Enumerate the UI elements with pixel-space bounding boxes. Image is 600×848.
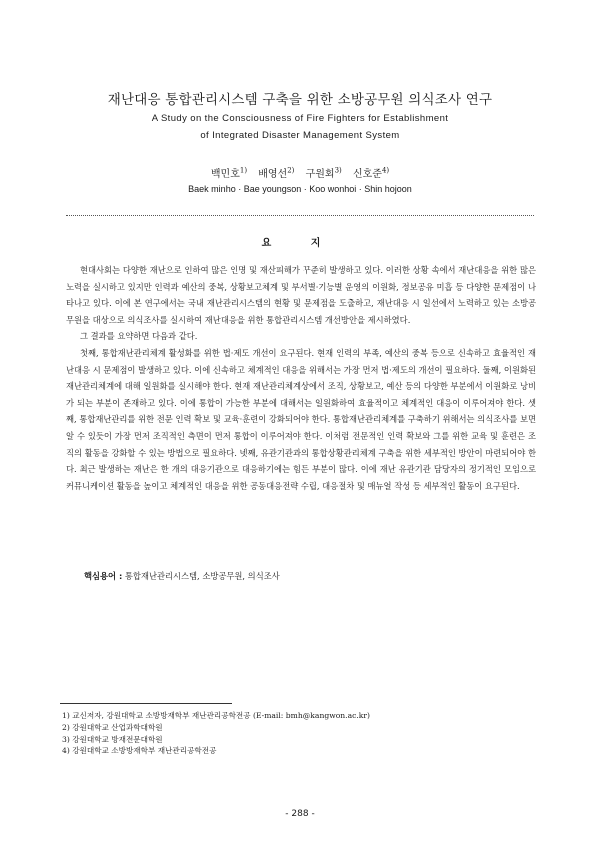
author-1: 백민호$^{1)}$: [210, 166, 248, 180]
keywords: [84, 570, 280, 582]
keywords-value: 통합재난관리시스템, 소방공무원, 의식조사: [124, 571, 280, 581]
authors-english: Baek minho · Bae youngson · Koo wonhoi · Shin hojoon: [188, 184, 412, 194]
footnote-3: 3) 강원대학교 방재전문대학원: [62, 734, 163, 744]
abstract-paragraph: 현대사회는 다양한 재난으로 인하여 많은 인명 및 재산피해가 꾸준히 발생하고 있다. 이러한 상황 속에서 재난대응을 위한 많은 노력을 실시하고 있지만 인력과 예산의 중복, 상황보고체계 및 부서별·기능별 운영의 이원화, 정보공유 미흡 등 다양한 문제점이 나타나고 있다. 이에 본 연구에서는 국내 재난관리시스템의 현황 및 문제점을 도출하고, 재난대응 시 일선에서 노력하고 있는 소방공무원을 대상으로 의식조사를 실시하여 재난대응을 위한 통합관리시스템 개선방안을 제시하였다.: [66, 265, 536, 325]
abstract-paragraph: 그 결과를 요약하면 다음과 같다.: [80, 331, 198, 342]
footnote-4: 4) 강원대학교 소방방재학부 재난관리공학전공: [62, 746, 217, 756]
abstract-body: [66, 262, 536, 494]
author-4: 신호준$^{4)}$: [352, 166, 390, 180]
paper-title-english: [40, 110, 560, 144]
keywords-label: 핵심용어 :: [84, 571, 123, 581]
abstract-paragraph: 첫째, 통합재난관리체계 활성화를 위한 법·제도 개선이 요구된다. 현재 인력의 부족, 예산의 중복 등으로 신속하고 효율적인 재난대응 시 문제점이 발생하고 있다. 이에 신속하고 체계적인 대응을 위해서는 가장 먼저 법·제도의 개선이 필요하다. 둘째, 이원화된 재난관리체계에 대해 일원화를 실시해야 한다. 현재 재난관리체계상에서 조직, 상황보고, 예산 등의 다양한 부분에서 이원화로 낭비가 되는 부분이 존재하고 있다. 이에 통합이 가능한 부분에 대해서는 일원화하여 효율적이고 체계적인 대응이 이루어져야 한다. 셋째, 통합재난관리를 위한 전문 인력 확보 및 교육·훈련이 강화되어야 한다. 통합재난관리체계를 구축하기 위해서는 의식조사를 보면 알 수 있듯이 가장 먼저 조직적인 측면이 먼저 통합이 이루어져야 한다. 이처럼 전문적인 인력 확보와 그를 위한 교육 및 훈련은 조직의 활동을 강화할 수 있는 방법으로 필요하다. 넷째, 유관기관과의 통합상황관리체계 구축을 위한 세부적인 방안이 마련되어야 한다. 최근 발생하는 재난은 한 개의 대응기관으로 대응하기에는 힘든 부분이 많다. 이에 재난 유관기관 담당자의 정기적인 모임으로 커뮤니케이션 활동을 높이고 체계적인 대응을 위한 공동대응전략 수립, 대응절차 및 매뉴얼 작성 등 세부적인 활동이 요구된다.: [66, 347, 536, 491]
footnote-1: 1) 교신저자, 강원대학교 소방방재학부 재난관리공학전공 (E-mail: bmh@kangwon.ac.kr): [62, 711, 370, 720]
author-2: 배영선$^{2)}$: [258, 166, 295, 180]
page-number: - 288 -: [285, 809, 315, 819]
section-divider: [66, 215, 534, 216]
authors-korean: [40, 165, 560, 180]
footnote-rule: [60, 703, 232, 704]
abstract-heading: 요 지: [261, 238, 339, 249]
footnotes: [62, 710, 370, 757]
author-3: 구원회$^{3)}$: [305, 166, 342, 180]
paper-title-english-line2: of Integrated Disaster Management System: [200, 130, 400, 141]
paper-title-korean: 재난대응 통합관리시스템 구축을 위한 소방공무원 의식조사 연구: [107, 92, 493, 108]
footnote-2: 2) 강원대학교 산업과학대학원: [62, 722, 163, 732]
paper-title-english-line1: A Study on the Consciousness of Fire Fighters for Establishment: [151, 113, 449, 124]
